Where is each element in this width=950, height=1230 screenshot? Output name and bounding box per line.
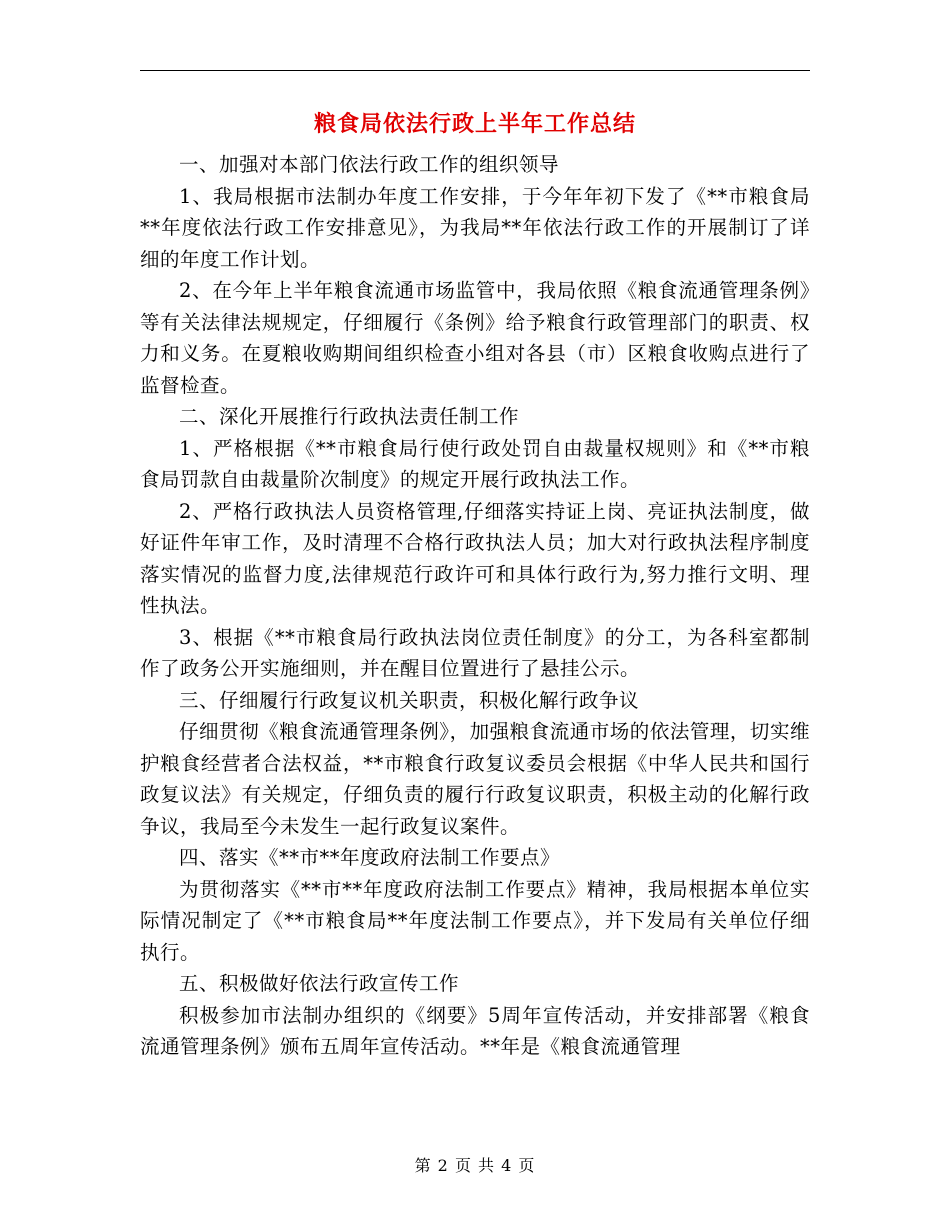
header-rule: [140, 70, 810, 71]
paragraph: 2、严格行政执法人员资格管理,仔细落实持证上岗、亮证执法制度，做好证件年审工作，及时清理不合格行政执法人员；加大对行政执法程序制度落实情况的监督力度,法律规范行政许可和具体行政行为,努力推行文明、理性执法。: [140, 499, 810, 617]
paragraph: 1、严格根据《**市粮食局行使行政处罚自由裁量权规则》和《**市粮食局罚款自由裁量阶次制度》的规定开展行政执法工作。: [140, 436, 810, 491]
paragraph: 2、在今年上半年粮食流通市场监管中，我局依照《粮食流通管理条例》等有关法律法规规定，仔细履行《条例》给予粮食行政管理部门的职责、权力和义务。在夏粮收购期间组织检查小组对各县（市）区粮食收购点进行了监督检查。: [140, 279, 810, 397]
section-heading-2: 二、深化开展推行行政执法责任制工作: [179, 405, 520, 428]
paragraph: 仔细贯彻《粮食流通管理条例》，加强粮食流通市场的依法管理，切实维护粮食经营者合法权益，**市粮食行政复议委员会根据《中华人民共和国行政复议法》有关规定，仔细负责的履行行政复议职责，积极主动的化解行政争议，我局至今未发生一起行政复议案件。: [140, 720, 810, 838]
paragraph: 1、我局根据市法制办年度工作安排，于今年年初下发了《**市粮食局**年度依法行政工作安排意见》，为我局**年依法行政工作的开展制订了详细的年度工作计划。: [140, 184, 810, 271]
page-number-footer: 第 2 页 共 4 页: [414, 1156, 536, 1175]
section-heading-3: 三、仔细履行行政复议机关职责，积极化解行政争议: [179, 688, 640, 712]
paragraph: 3、根据《**市粮食局行政执法岗位责任制度》的分工，为各科室都制作了政务公开实施细则，并在醒目位置进行了悬挂公示。: [140, 625, 810, 680]
document-body: [140, 149, 810, 1063]
section-heading-5: 五、积极做好依法行政宣传工作: [179, 972, 460, 995]
paragraph: 积极参加市法制办组织的《纲要》5周年宣传活动，并安排部署《粮食流通管理条例》颁布五周年宣传活动。**年是《粮食流通管理: [140, 1003, 810, 1058]
section-heading-1: 一、加强对本部门依法行政工作的组织领导: [179, 153, 560, 176]
paragraph: 为贯彻落实《**市**年度政府法制工作要点》精神，我局根据本单位实际情况制定了《**市粮食局**年度法制工作要点》，并下发局有关单位仔细执行。: [140, 877, 810, 964]
section-heading-4: 四、落实《**市**年度政府法制工作要点》: [179, 846, 561, 869]
document-title: 粮食局依法行政上半年工作总结: [313, 112, 636, 137]
